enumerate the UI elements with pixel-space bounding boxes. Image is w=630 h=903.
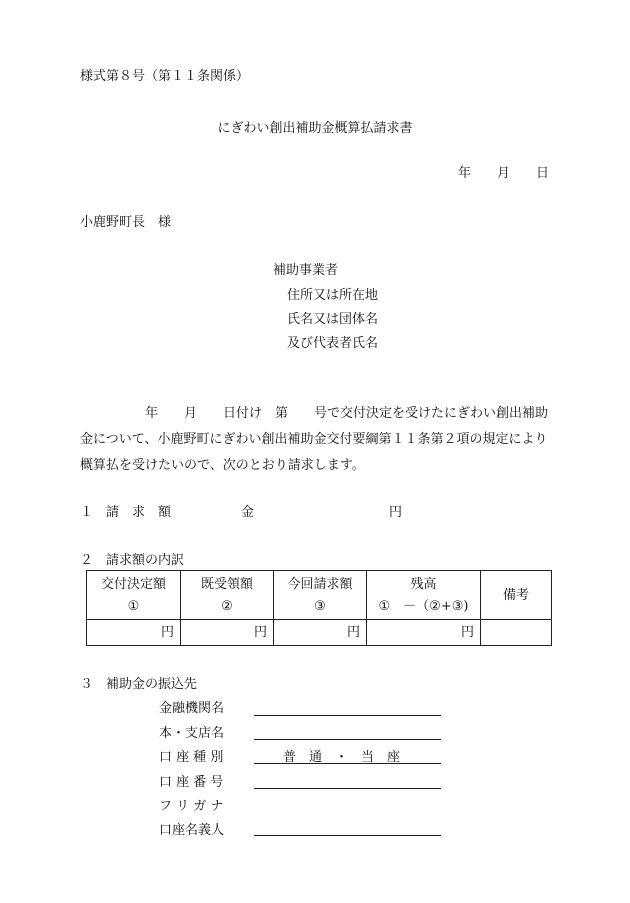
column-header-granted-label: 交付決定額	[100, 576, 166, 592]
body-text-line-2: 金について、小鹿野町にぎわい創出補助金交付要綱第１１条第２項の規定により	[80, 432, 548, 447]
body-text-line-1: 年 月 日付け 第 号で交付決定を受けたにぎわい創出補助	[80, 406, 549, 421]
column-header-current	[274, 571, 367, 620]
breakdown-value-row	[87, 620, 552, 646]
column-header-received	[181, 571, 274, 620]
column-header-received-mark: ②	[221, 598, 233, 614]
section-1-label: １ 請 求 額	[80, 505, 172, 520]
breakdown-table	[86, 570, 552, 646]
bank-name-label: 金融機関名	[159, 701, 225, 716]
current-amount-cell[interactable]	[274, 620, 367, 646]
breakdown-header-row	[87, 571, 552, 620]
branch-name-label: 本・支店名	[159, 726, 225, 741]
form-number: 様式第８号（第１１条関係）	[80, 69, 250, 84]
body-text-line-3: 概算払を受けたいので、次のとおり請求します。	[80, 458, 365, 473]
account-type-underline	[254, 763, 441, 764]
column-header-remarks	[481, 571, 552, 620]
account-number-label: 口 座 番 号	[159, 775, 224, 790]
account-holder-label: 口座名義人	[159, 823, 225, 838]
remarks-cell[interactable]	[481, 620, 552, 646]
branch-name-field[interactable]	[254, 739, 441, 740]
received-amount-cell[interactable]	[181, 620, 274, 646]
column-header-current-mark: ③	[314, 598, 326, 614]
applicant-heading: 補助事業者	[273, 263, 339, 278]
column-header-granted-mark: ①	[127, 598, 140, 614]
yen-unit: 円	[346, 625, 360, 640]
account-type-options[interactable]: 普 通 ・ 当 座	[283, 750, 401, 765]
furigana-label: フ リ ガ ナ	[159, 799, 224, 814]
section-3-label: ３ 補助金の振込先	[80, 677, 198, 692]
section-1-yen: 円	[389, 505, 403, 520]
yen-unit: 円	[253, 625, 267, 640]
yen-unit: 円	[460, 625, 474, 640]
document-title: にぎわい創出補助金概算払請求書	[217, 121, 413, 136]
applicant-name-label: 氏名又は団体名	[287, 312, 379, 327]
column-header-granted	[87, 571, 181, 620]
column-header-balance	[367, 571, 481, 620]
applicant-address-label: 住所又は所在地	[287, 288, 379, 303]
bank-name-field[interactable]	[254, 715, 441, 716]
column-header-current-label: 今回請求額	[287, 576, 353, 592]
column-header-balance-label: 残高	[410, 576, 437, 592]
yen-unit: 円	[160, 625, 174, 640]
granted-amount-cell[interactable]	[87, 620, 181, 646]
column-header-remarks-label: 備考	[502, 587, 529, 603]
account-holder-field[interactable]	[254, 835, 441, 836]
column-header-received-label: 既受領額	[200, 576, 253, 592]
balance-amount-cell[interactable]	[367, 620, 481, 646]
column-header-balance-formula: ① －（②+③)	[378, 598, 469, 614]
section-2-label: ２ 請求額の内訳	[80, 553, 185, 568]
date-line: 年 月 日	[458, 166, 550, 181]
account-number-field[interactable]	[254, 788, 441, 789]
addressee: 小鹿野町長 様	[80, 215, 172, 230]
account-type-label: 口 座 種 別	[159, 750, 224, 765]
applicant-representative-label: 及び代表者氏名	[287, 336, 379, 351]
section-1-kin: 金	[241, 505, 255, 520]
